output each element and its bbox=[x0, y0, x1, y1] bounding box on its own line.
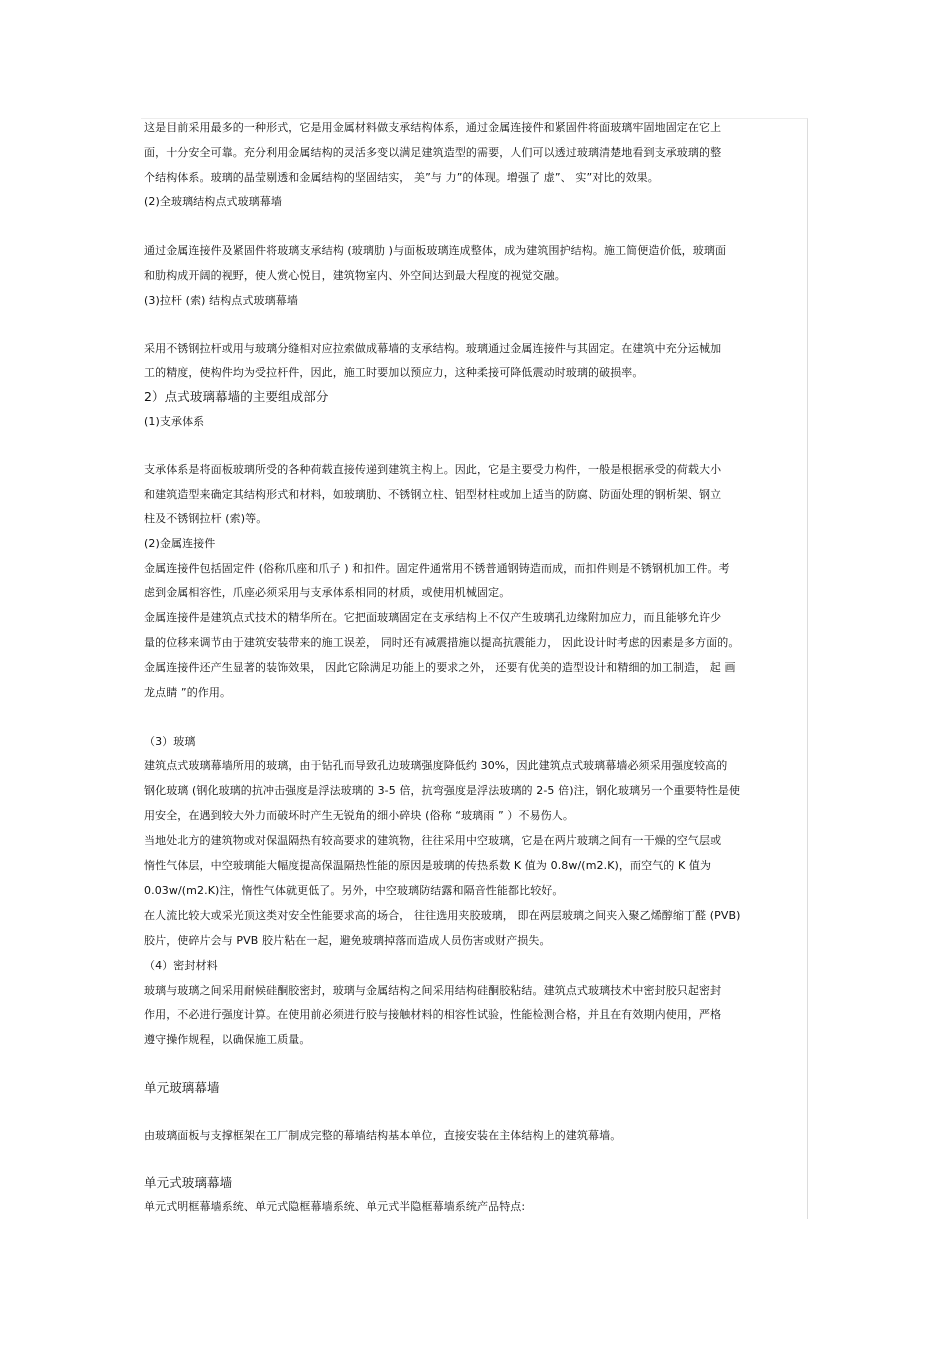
paragraph-line: 单元式明框幕墙系统、单元式隐框幕墙系统、单元式半隐框幕墙系统产品特点: bbox=[144, 1200, 526, 1213]
paragraph-line: 玻璃与玻璃之间采用耐候硅酮胶密封，玻璃与金属结构之间采用结构硅酮胶粘结。建筑点式玻璃技术中密封胶只起密封 bbox=[144, 984, 722, 997]
paragraph-line: 金属连接件还产生显著的装饰效果， 因此它除满足功能上的要求之外， 还要有优美的造型设计和精细的加工制造， 起 画 bbox=[144, 661, 736, 674]
paragraph-line: 由玻璃面板与支撑框架在工厂制成完整的幕墙结构基本单位，直接安装在主体结构上的建筑幕墙。 bbox=[144, 1129, 622, 1142]
paragraph-line: 建筑点式玻璃幕墙所用的玻璃，由于钻孔而导致孔边玻璃强度降低约 30%，因此建筑点式玻璃幕墙必须采用强度较高的 bbox=[144, 759, 728, 772]
paragraph-line: 惰性气体层，中空玻璃能大幅度提高保温隔热性能的原因是玻璃的传热系数 K 值为 0.8w/(m2.K)，而空气的 K 值为 bbox=[144, 859, 712, 872]
paragraph-line: 金属连接件包括固定件 (俗称爪座和爪子 ) 和扣件。固定件通常用不锈普通钢铸造而成，而扣件则是不锈钢机加工件。考 bbox=[144, 562, 730, 575]
section-heading: 2）点式玻璃幕墙的主要组成部分 bbox=[144, 389, 329, 404]
paragraph-line: 遵守操作规程，以确保施工质量。 bbox=[144, 1033, 311, 1046]
paragraph-line: 通过金属连接件及紧固件将玻璃支承结构 (玻璃肋 )与面板玻璃连成整体，成为建筑围护结构。施工简便造价低，玻璃面 bbox=[144, 244, 727, 257]
section-heading: （3）玻璃 bbox=[144, 735, 196, 748]
paragraph-line: 量的位移来调节由于建筑安装带来的施工误差， 同时还有减震措施以提高抗震能力， 因此设计时考虑的因素是多方面的。 bbox=[144, 636, 740, 649]
paragraph-line: 0.03w/(m2.K)注，惰性气体就更低了。另外，中空玻璃防结露和隔音性能都比较好。 bbox=[144, 884, 564, 897]
paragraph-line: 龙点睛 ”的作用。 bbox=[144, 686, 232, 699]
paragraph-line: 胶片，使碎片会与 PVB 胶片粘在一起，避免玻璃掉落而造成人员伤害或财产损失。 bbox=[144, 934, 551, 947]
paragraph-line: 和肋构成开阔的视野，使人赏心悦目，建筑物室内、外空间达到最大程度的视觉交融。 bbox=[144, 269, 566, 282]
paragraph-line: 当地处北方的建筑物或对保温隔热有较高要求的建筑物，往往采用中空玻璃，它是在两片玻璃之间有一干燥的空气层或 bbox=[144, 834, 722, 847]
section-heading: 单元式玻璃幕墙 bbox=[144, 1175, 233, 1190]
paragraph-line: 个结构体系。玻璃的晶莹剔透和金属结构的坚固结实， 美”与 力”的体现。增强了 虚”、 实”对比的效果。 bbox=[144, 171, 659, 184]
paragraph-line: 在人流比较大或采光顶这类对安全性能要求高的场合， 往往选用夹胶玻璃， 即在两层玻璃之间夹入聚乙烯醇缩丁醛 (PVB) bbox=[144, 909, 741, 922]
paragraph-line: 作用，不必进行强度计算。在使用前必须进行胶与接触材料的相容性试验，性能检测合格，并且在有效期内使用，严格 bbox=[144, 1008, 722, 1021]
section-heading: (1)支承体系 bbox=[144, 415, 205, 428]
section-heading: (2)全玻璃结构点式玻璃幕墙 bbox=[144, 195, 282, 208]
paragraph-line: 采用不锈钢拉杆或用与玻璃分缝相对应拉索做成幕墙的支承结构。玻璃通过金属连接件与其固定。在建筑中充分运械加 bbox=[144, 342, 722, 355]
section-heading: （4）密封材料 bbox=[144, 959, 218, 972]
paragraph-line: 虑到金属相容性，爪座必须采用与支承体系相同的材质，或使用机械固定。 bbox=[144, 586, 511, 599]
paragraph-line: 支承体系是将面板玻璃所受的各种荷载直接传递到建筑主构上。因此，它是主要受力构件，一般是根据承受的荷载大小 bbox=[144, 463, 722, 476]
paragraph-line: 钢化玻璃 (钢化玻璃的抗冲击强度是浮法玻璃的 3-5 倍，抗弯强度是浮法玻璃的 2-5 倍)注，钢化玻璃另一个重要特性是使 bbox=[144, 784, 741, 797]
paragraph-line: 用安全，在遇到较大外力而破坏时产生无锐角的细小碎块 (俗称 “玻璃雨 ” ）不易伤人。 bbox=[144, 809, 574, 822]
paragraph-line: 面，十分安全可靠。充分利用金属结构的灵活多变以满足建筑造型的需要，人们可以透过玻璃清楚地看到支承玻璃的整 bbox=[144, 146, 722, 159]
paragraph-line: 和建筑造型来确定其结构形式和材料，如玻璃肋、不锈钢立柱、铝型材柱或加上适当的防腐、防面处理的钢析架、钢立 bbox=[144, 488, 722, 501]
paragraph-line: 金属连接件是建筑点式技术的精华所在。它把面玻璃固定在支承结构上不仅产生玻璃孔边缘附加应力，而且能够允许少 bbox=[144, 611, 722, 624]
paragraph-line: 这是目前采用最多的一种形式，它是用金属材料做支承结构体系，通过金属连接件和紧固件将面玻璃牢固地固定在它上 bbox=[144, 121, 722, 134]
section-heading: (2)金属连接件 bbox=[144, 537, 216, 550]
paragraph-line: 工的精度，使构件均为受拉杆件，因此，施工时要加以预应力，这种柔接可降低震动时玻璃的破损率。 bbox=[144, 366, 644, 379]
section-heading: 单元玻璃幕墙 bbox=[144, 1080, 220, 1095]
section-heading: (3)拉杆 (索) 结构点式玻璃幕墙 bbox=[144, 294, 298, 307]
paragraph-line: 柱及不锈钢拉杆 (索)等。 bbox=[144, 512, 268, 525]
